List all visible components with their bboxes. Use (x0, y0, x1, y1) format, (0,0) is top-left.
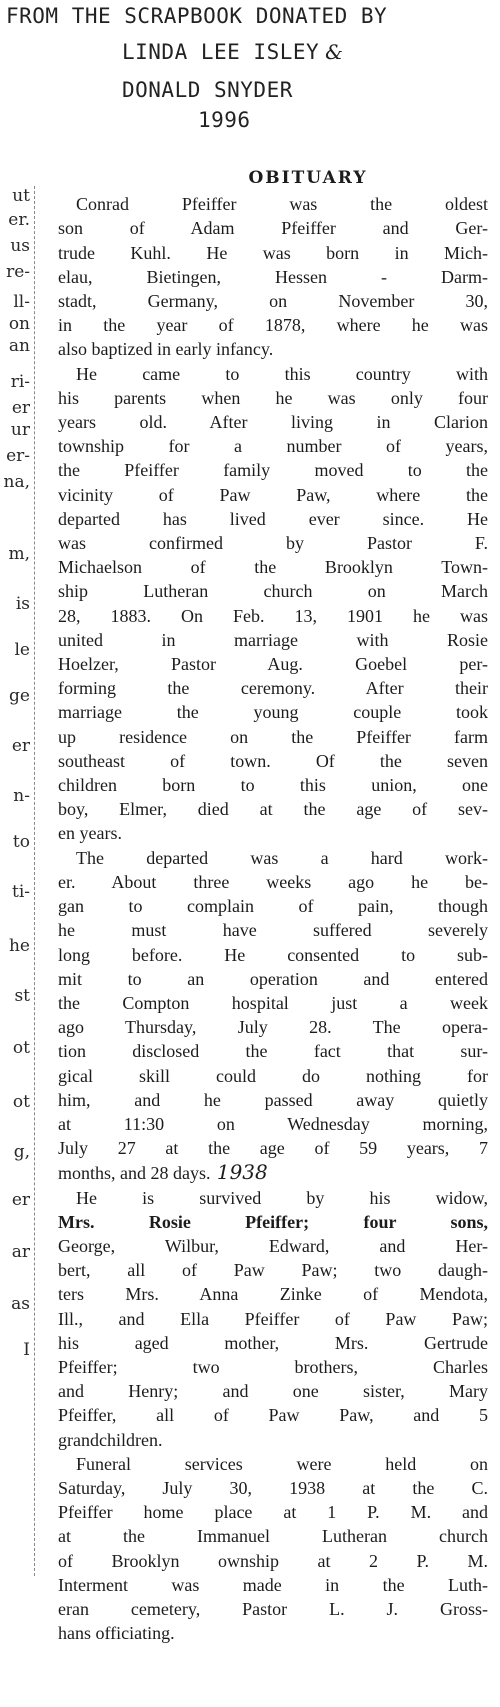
donor-1-name: LINDA LEE ISLEY (122, 40, 320, 64)
article-line: and Henry; and one sister, Mary (58, 1381, 488, 1402)
article-line: July 27 at the age of 59 years, 7 (58, 1138, 488, 1159)
margin-fragment: ri- (10, 372, 30, 392)
article-line: long before. He consented to sub- (58, 944, 488, 965)
header-line-donated-by: FROM THE SCRAPBOOK DONATED BY (6, 4, 388, 28)
margin-fragment: er- (6, 446, 30, 466)
article-line: He is survived by his widow, (76, 1187, 488, 1208)
article-line: gan to complain of pain, though (58, 896, 488, 917)
article-line: ship Lutheran church on March (58, 581, 488, 602)
article-line: Pfeiffer, all of Paw Paw, and 5 (58, 1405, 488, 1426)
article-line: united in marriage with Rosie (58, 629, 488, 650)
article-line: vicinity of Paw Paw, where the (58, 484, 488, 505)
article-line: mit to an operation and entered (58, 968, 488, 989)
handwritten-year: 1938 (210, 1160, 268, 1185)
article-line: hans officiating. (58, 1623, 175, 1644)
margin-fragment: as (11, 1294, 30, 1314)
article-line: at 11:30 on Wednesday morning, (58, 1113, 488, 1134)
margin-fragment: ar (11, 1242, 30, 1262)
article-line: months, and 28 days. (58, 1163, 211, 1184)
article-line: grandchildren. (58, 1429, 163, 1450)
adjacent-column-fragments (0, 186, 34, 1566)
obituary-headline: OBITUARY (248, 168, 368, 188)
paragraph-birth (58, 192, 488, 361)
margin-fragment: I (23, 1340, 30, 1360)
article-line: also baptized in early infancy. (58, 339, 274, 360)
margin-fragment: er (11, 398, 30, 418)
article-line: eran cemetery, Pastor L. J. Gross- (58, 1598, 488, 1619)
article-line: marriage the young couple took (58, 702, 488, 723)
article-line: Ill., and Ella Pfeiffer of Paw Paw; (58, 1308, 488, 1329)
article-line: Pfeiffer home place at 1 P. M. and (58, 1502, 488, 1523)
article-line: up residence on the Pfeiffer farm (58, 726, 488, 747)
article-line: Michaelson of the Brooklyn Town- (58, 557, 488, 578)
paragraph-life (58, 362, 488, 846)
article-line: boy, Elmer, died at the age of sev- (58, 799, 488, 820)
header-line-year: 1996 (198, 108, 251, 132)
article-line: He came to this country with (76, 363, 488, 384)
margin-fragment: us (10, 236, 30, 256)
article-line: gical skill could do nothing for (58, 1065, 488, 1086)
article-line: Conrad Pfeiffer was the oldest (76, 194, 488, 215)
article-line: Interment was made in the Luth- (58, 1574, 488, 1595)
margin-fragment: re- (6, 262, 30, 282)
margin-fragment: ot (12, 1038, 30, 1058)
paragraph-death (58, 846, 488, 1186)
article-line: the Pfeiffer family moved to the (58, 460, 488, 481)
article-line: trude Kuhl. He was born in Mich- (58, 242, 488, 263)
margin-fragment: na, (3, 472, 30, 492)
column-cut-edge (34, 186, 35, 1576)
margin-fragment: is (15, 594, 30, 614)
margin-fragment: er. (8, 210, 30, 230)
article-line: tion disclosed the fact that sur- (58, 1041, 488, 1062)
margin-fragment: on (8, 314, 30, 334)
article-line: son of Adam Pfeiffer and Ger- (58, 218, 488, 239)
header-line-donor-2: DONALD SNYDER (122, 78, 293, 102)
margin-fragment: ur (10, 420, 30, 440)
paragraph-survivors (58, 1186, 488, 1452)
margin-fragment: ut (12, 186, 30, 206)
article-line: the Compton hospital just a week (58, 992, 488, 1013)
article-line: George, Wilbur, Edward, and Her- (58, 1235, 488, 1256)
margin-fragment: an (8, 336, 30, 356)
margin-fragment: ot (12, 1092, 30, 1112)
margin-fragment: g, (13, 1142, 30, 1162)
article-line: er. About three weeks ago he be- (58, 871, 488, 892)
article-line: Pfeiffer; two brothers, Charles (58, 1356, 488, 1377)
article-line: Funeral services were held on (76, 1453, 488, 1474)
article-line: ago Thursday, July 28. The opera- (58, 1017, 488, 1038)
header-line-donor-1 (122, 40, 343, 64)
article-line: departed has lived ever since. He (58, 508, 488, 529)
margin-fragment: er (11, 1190, 30, 1210)
article-line: was confirmed by Pastor F. (58, 533, 488, 554)
article-line: of Brooklyn ownship at 2 P. M. (58, 1550, 488, 1571)
margin-fragment: st (14, 986, 30, 1006)
margin-fragment: ll- (13, 292, 30, 312)
article-line: years old. After living in Clarion (58, 412, 488, 433)
article-line: his parents when he was only four (58, 387, 488, 408)
margin-fragment: to (12, 832, 30, 852)
article-line: children born to this union, one (58, 775, 488, 796)
article-line: at the Immanuel Lutheran church (58, 1526, 488, 1547)
article-line: his aged mother, Mrs. Gertrude (58, 1332, 488, 1353)
obituary-article (58, 166, 488, 1645)
article-line: township for a number of years, (58, 436, 488, 457)
margin-fragment: ge (9, 686, 30, 706)
margin-fragment: m, (8, 544, 30, 564)
margin-fragment: ti- (11, 882, 30, 902)
article-line: Hoelzer, Pastor Aug. Goebel per- (58, 654, 488, 675)
handwritten-ampersand: & (325, 40, 344, 64)
margin-fragment: le (14, 640, 30, 660)
article-line: The departed was a hard work- (76, 847, 488, 868)
margin-fragment: he (8, 936, 30, 956)
article-line: Saturday, July 30, 1938 at the C. (58, 1477, 488, 1498)
margin-fragment: er (11, 736, 30, 756)
article-line: bert, all of Paw Paw; two daugh- (58, 1260, 488, 1281)
article-line: southeast of town. Of the seven (58, 750, 488, 771)
article-line: Mrs. Rosie Pfeiffer; four sons, (58, 1211, 488, 1232)
article-line: 28, 1883. On Feb. 13, 1901 he was (58, 605, 488, 626)
margin-fragment: n- (13, 786, 30, 806)
article-line: stadt, Germany, on November 30, (58, 291, 488, 312)
paragraph-funeral (58, 1452, 488, 1646)
article-line: him, and he passed away quietly (58, 1089, 488, 1110)
article-line: ters Mrs. Anna Zinke of Mendota, (58, 1284, 488, 1305)
article-line: forming the ceremony. After their (58, 678, 488, 699)
article-line: in the year of 1878, where he was (58, 315, 488, 336)
article-line: en years. (58, 823, 122, 844)
article-line: elau, Bietingen, Hessen - Darm- (58, 266, 488, 287)
article-line: he must have suffered severely (58, 920, 488, 941)
